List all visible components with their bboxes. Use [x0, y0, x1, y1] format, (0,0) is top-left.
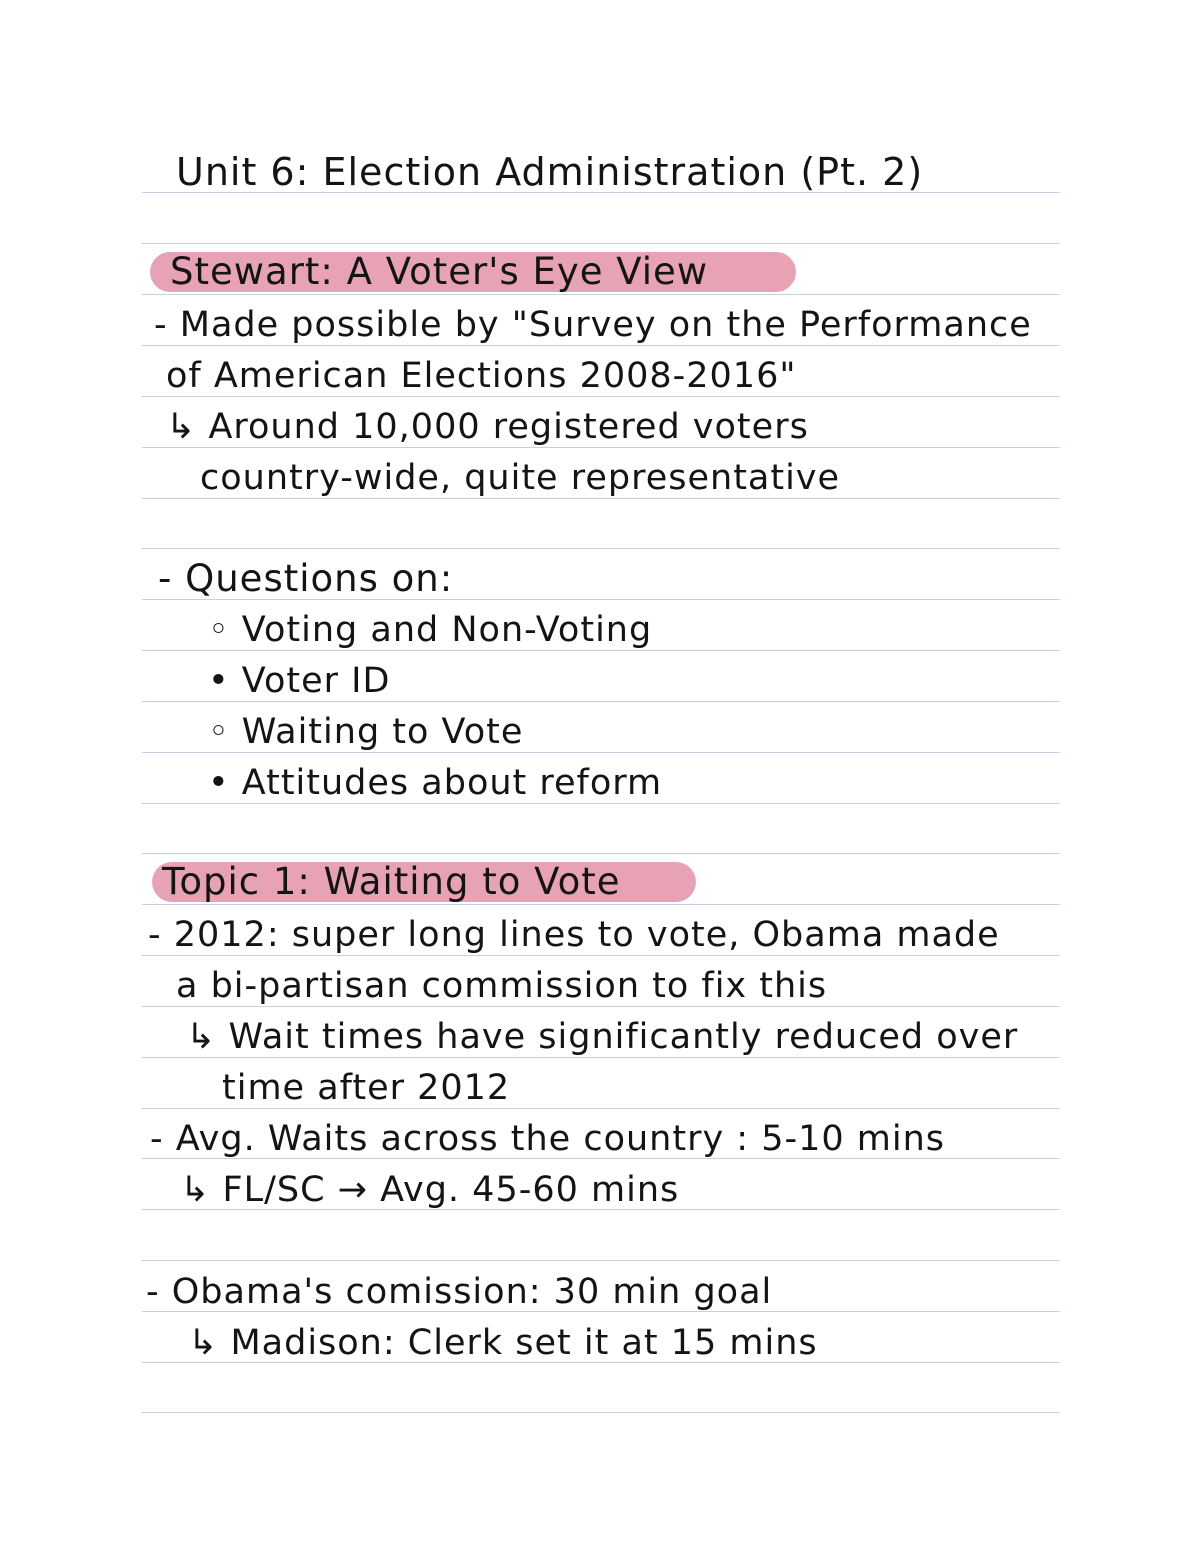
note-line: - Obama's comission: 30 min goal — [146, 1272, 773, 1312]
note-line: ↳ Madison: Clerk set it at 15 mins — [188, 1323, 818, 1363]
page-title: Unit 6: Election Administration (Pt. 2) — [176, 150, 924, 194]
note-line: ↳ FL/SC → Avg. 45-60 mins — [180, 1170, 680, 1210]
question-item: • Voter ID — [208, 661, 391, 701]
note-line: a bi-partisan commission to fix this — [176, 966, 828, 1006]
section-heading-topic1: Topic 1: Waiting to Vote — [162, 860, 621, 903]
note-line: ↳ Around 10,000 registered voters — [166, 407, 809, 447]
question-item: • Attitudes about reform — [208, 763, 663, 803]
questions-intro: - Questions on: — [158, 557, 454, 600]
note-line: country-wide, quite representative — [200, 458, 841, 498]
note-line: ↳ Wait times have significantly reduced over — [186, 1017, 1019, 1057]
note-line: - 2012: super long lines to vote, Obama made — [148, 915, 1000, 955]
question-item: ◦ Waiting to Vote — [208, 712, 524, 752]
question-item: ◦ Voting and Non-Voting — [208, 610, 653, 650]
note-line: of American Elections 2008-2016" — [166, 356, 797, 396]
note-line: - Avg. Waits across the country : 5-10 mins — [150, 1119, 946, 1159]
note-line: - Made possible by "Survey on the Performance — [154, 305, 1032, 345]
section-heading-stewart: Stewart: A Voter's Eye View — [170, 250, 709, 293]
note-line: time after 2012 — [222, 1068, 511, 1108]
